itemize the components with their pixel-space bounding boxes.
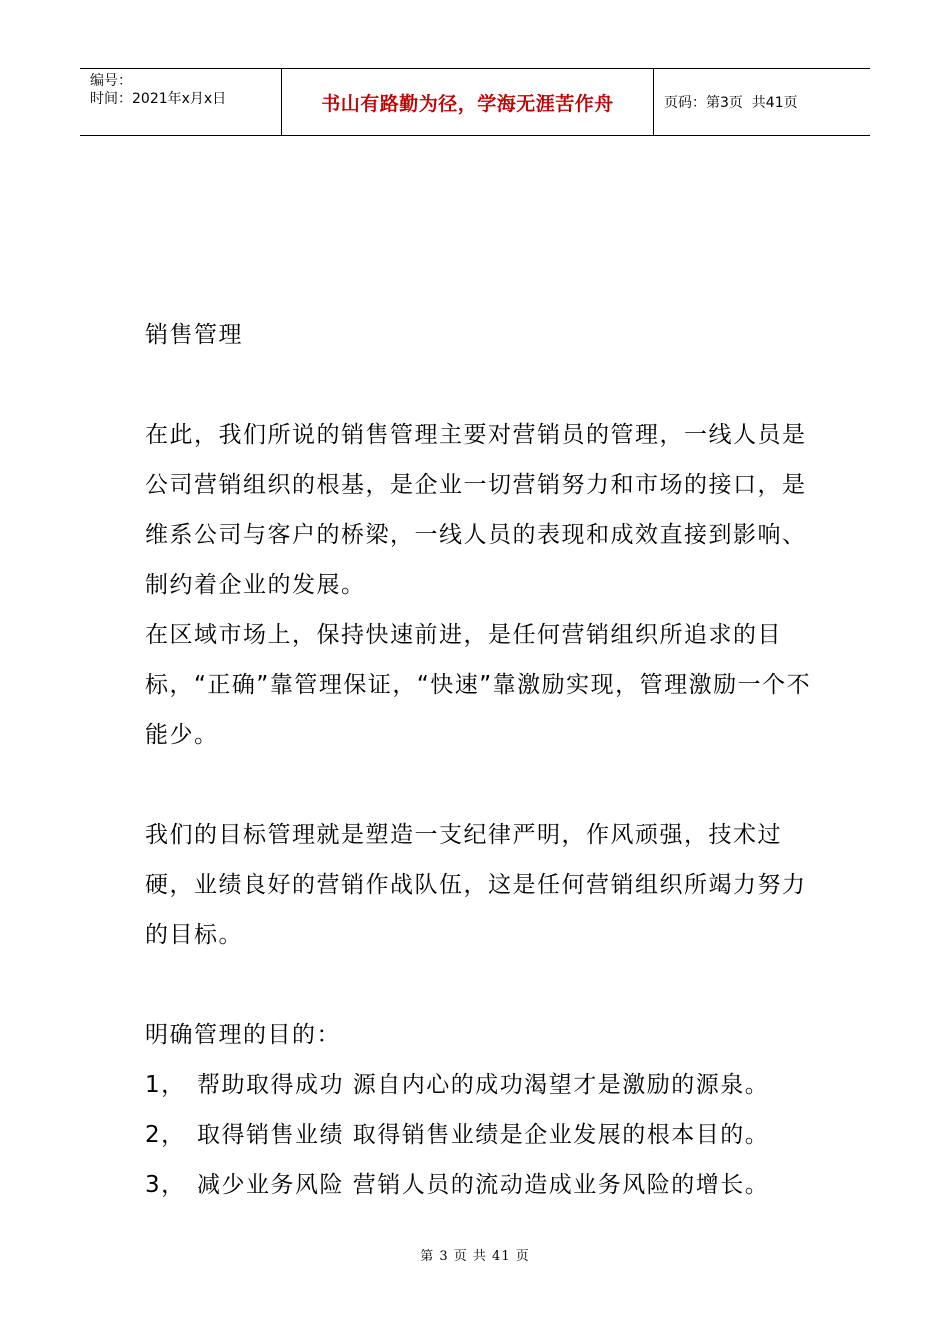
header-page-cell bbox=[654, 69, 870, 135]
list-number: 2， bbox=[145, 1122, 186, 1148]
number-label: 编号： bbox=[90, 73, 132, 89]
spacer bbox=[145, 760, 815, 810]
list-heading: 明确管理的目的： bbox=[145, 1022, 341, 1048]
list-number: 3， bbox=[145, 1172, 186, 1198]
document-body bbox=[145, 310, 815, 1210]
list-text: 取得销售业绩 取得销售业绩是企业发展的根本目的。 bbox=[197, 1122, 770, 1148]
paragraph-2: 在区域市场上，保持快速前进，是任何营销组织所追求的目标，“正确”靠管理保证，“快速”靠激励实现，管理激励一个不能少。 bbox=[145, 622, 812, 748]
list-text: 减少业务风险 营销人员的流动造成业务风险的增长。 bbox=[197, 1172, 770, 1198]
spacer bbox=[145, 360, 815, 410]
list-item bbox=[145, 1060, 815, 1110]
time-label: 时间：2021年x月x日 bbox=[90, 91, 227, 107]
list-text: 帮助取得成功 源自内心的成功渴望才是激励的源泉。 bbox=[197, 1072, 770, 1098]
header-meta-cell bbox=[80, 69, 282, 135]
list-item bbox=[145, 1160, 815, 1210]
list-item bbox=[145, 1110, 815, 1160]
paragraph-1: 在此，我们所说的销售管理主要对营销员的管理，一线人员是公司营销组织的根基，是企业一切营销努力和市场的接口，是维系公司与客户的桥梁，一线人员的表现和成效直接到影响、制约着企业的发展。 bbox=[145, 422, 807, 598]
list-number: 1， bbox=[145, 1072, 186, 1098]
spacer bbox=[145, 960, 815, 1010]
header-motto-cell bbox=[282, 69, 654, 135]
paragraph-3: 我们的目标管理就是塑造一支纪律严明，作风顽强，技术过硬，业绩良好的营销作战队伍，这是任何营销组织所竭力努力的目标。 bbox=[145, 822, 807, 948]
motto-text: 书山有路勤为径，学海无涯苦作舟 bbox=[321, 92, 614, 115]
page-footer: 第 3 页 共 41 页 bbox=[420, 1249, 530, 1264]
section-title: 销售管理 bbox=[145, 322, 243, 348]
page-header bbox=[80, 68, 870, 136]
page-info: 页码：第3页 共41页 bbox=[664, 95, 798, 111]
